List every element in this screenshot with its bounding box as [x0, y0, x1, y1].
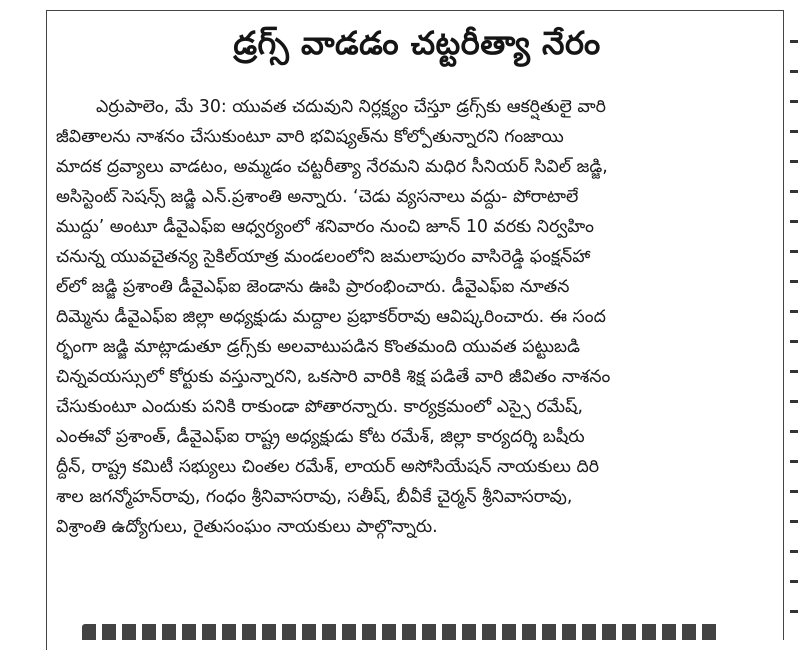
adjacent-column-edge	[788, 0, 800, 640]
article-headline: డ్రగ్స్ వాడడం చట్టరీత్యా నేరం	[233, 24, 601, 62]
article-line: అసిస్టెంట్ సెషన్స్ జడ్జి ఎన్.ప్రశాంతి అన్నారు. ‘చెడు వ్యసనాలు వద్దు- పోరాటాలే	[56, 187, 579, 207]
article-line: దిమ్మెను డీవైఎఫ్ఐ జిల్లా అధ్యక్షుడు మద్దాల ప్రభాకర్‌రావు ఆవిష్కరించారు. ఈ సంద	[56, 307, 606, 327]
article-line: చిన్నవయస్సులో కోర్టుకు వస్తున్నారని, ఒకసారి వారికి శిక్ష పడితే వారి జీవితం నాశనం	[56, 367, 611, 387]
article-line: ముద్దు’ అంటూ డీవైఎఫ్ఐ ఆధ్వర్యంలో శనివారం నుంచి జూన్ 10 వరకు నిర్వహిం	[56, 217, 594, 237]
edge-text-fragment	[790, 400, 798, 403]
edge-text-fragment	[790, 130, 798, 133]
edge-text-fragment	[790, 250, 798, 253]
edge-text-fragment	[790, 520, 798, 523]
edge-text-fragment	[790, 310, 798, 313]
edge-text-fragment	[790, 190, 798, 193]
edge-text-fragment	[790, 370, 798, 373]
edge-text-fragment	[790, 430, 798, 433]
edge-text-fragment	[790, 550, 798, 553]
edge-text-fragment	[790, 160, 798, 163]
edge-text-fragment	[790, 40, 798, 43]
next-article-headline-cropped	[52, 622, 782, 640]
edge-text-fragment	[790, 100, 798, 103]
article-line: ద్దీన్, రాష్ట్ర కమిటీ సభ్యులు చింతల రమేశ్, లాయర్ అసోసియేషన్ నాయకులు దిరి	[56, 457, 600, 477]
article-line: ఎంఈవో ప్రశాంత్, డీవైఎఫ్ఐ రాష్ట్ర అధ్యక్షుడు కోట రమేశ్, జిల్లా కార్యదర్శి బషీరు	[56, 427, 585, 447]
edge-text-fragment	[790, 580, 798, 583]
edge-text-fragment	[790, 490, 798, 493]
article-line: ర్భంగా జడ్జి మాట్లాడుతూ డ్రగ్స్‌కు అలవాటుపడిన కొంతమంది యువత పట్టుబడి	[56, 337, 580, 357]
edge-text-fragment	[790, 340, 798, 343]
article-line: శాల జగన్మోహన్‌రావు, గంధం శ్రీనివాసరావు, సతీష్, బీవీకే చైర్మన్ శ్రీనివాసరావు,	[56, 487, 573, 507]
edge-text-fragment	[790, 70, 798, 73]
article-body	[56, 92, 776, 542]
article-line: మాదక ద్రవ్యాలు వాడటం, అమ్మడం చట్టరీత్యా నేరమని మధిర సీనియర్ సివిల్ జడ్జి,	[56, 157, 608, 177]
article-line: జీవితాలను నాశనం చేసుకుంటూ వారి భవిష్యత్‌ను కోల్పోతున్నారని గంజాయి	[56, 127, 564, 147]
edge-text-fragment	[790, 280, 798, 283]
article-line: ల్‌లో జడ్జి ప్రశాంతి డీవైఎఫ్ఐ జెండాను ఊపి ప్రారంభించారు. డీవైఎఫ్ఐ నూతన	[56, 277, 570, 297]
article-line: ఎర్రుపాలెం, మే 30: యువత చదువుని నిర్లక్ష్యం చేస్తూ డ్రగ్స్‌కు ఆకర్షితులై వారి	[96, 97, 606, 117]
edge-text-fragment	[790, 220, 798, 223]
article-line: చేసుకుంటూ ఎందుకు పనికి రాకుండా పోతారన్నారు. కార్యక్రమంలో ఎస్సై రమేష్,	[56, 397, 583, 417]
article-line: చనున్న యువచైతన్య సైకిల్‌యాత్ర మండలంలోని జమలాపురం వాసిరెడ్డి ఫంక్షన్‌హా	[56, 247, 591, 267]
column-rule	[783, 10, 784, 640]
top-rule	[47, 10, 783, 11]
cropped-headline-glyphs	[82, 624, 722, 640]
article-line: విశ్రాంతి ఉద్యోగులు, రైతుసంఘం నాయకులు పాల్గొన్నారు.	[56, 517, 438, 537]
edge-text-fragment	[790, 460, 798, 463]
edge-text-fragment	[790, 610, 798, 613]
